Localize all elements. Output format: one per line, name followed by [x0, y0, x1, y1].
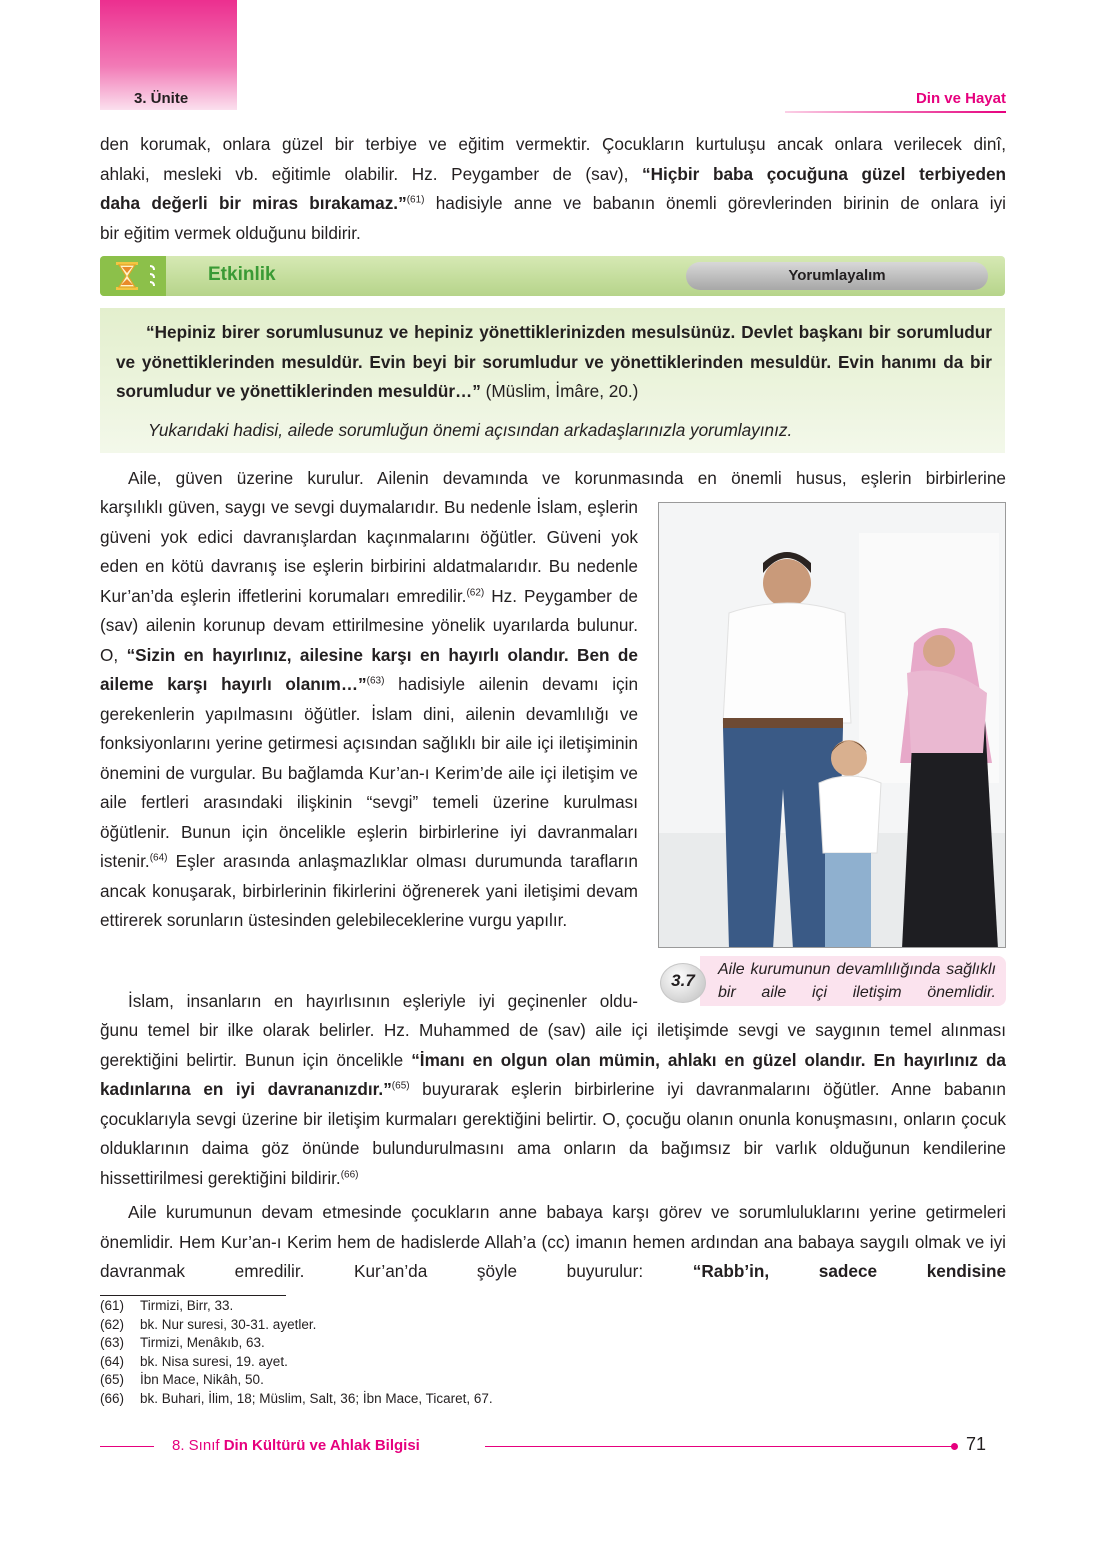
p2-text-4: Eşler arasında anlaşmazlıklar olması durumunda tarafların ancak konuşarak, birbirlerinin fikirlerini öğrenerek yani iletişimi devam ettirerek sorunların üstesinden gelebileceklerine vurgu yapılır. — [100, 851, 638, 930]
family-illustration — [659, 503, 1006, 948]
footnote-rule — [100, 1295, 286, 1296]
footnote-63 — [100, 1334, 265, 1353]
footnote-61 — [100, 1297, 233, 1316]
footnote-ref-61: (61) — [406, 194, 425, 206]
header-rule — [785, 111, 1006, 113]
p2-text-3: hadisiyle ailenin devamı için gerekenlerin yapılmasını öğütler. İslam dini, ailenin devamlılığı ve fonksiyonlarını yerine getirmesi açısından sağlıklı bir aile içi iletişiminin önemini de vurgular. Bu bağlamda Kur’an-ı Kerim’de aile içi iletişim ve aile fertleri arasındaki ilişkinin “sevgi” temeli üzerine kurulması öğütlenir. Bunun için öncelikle eşlerin birbirlerine iyi davranmaları istenir. — [100, 674, 638, 871]
footnote-65 — [100, 1371, 264, 1390]
intro-text-3: hadisiyle anne ve babanın önemli görevlerinden birinin de onlara iyi — [424, 193, 1006, 213]
hadith-quote-1b: daha değerli bir miras bırakamaz.” — [100, 193, 407, 213]
footnote-ref-66: (66) — [340, 1168, 359, 1180]
p2-text-2: Hz. Peygamber de (sav) ailenin korunup devam ettirilmesine yönelik uyarılarda bulunur. O, — [100, 585, 638, 665]
figure-caption: Aile kurumunun devamlılığında sağlıklı bir aile içi iletişim önemlidir. — [718, 961, 996, 1001]
p2-text-1: karşılıklı güven, saygı ve sevgi duymalarıdır. Bu nedenle İslam, eşlerin güveni yok edici davranışlardan kaçınmalarını öğütler. Güveni yok eden en kötü davranış ise eşlerin birbirini aldatmalarıdır. Bu nedenle Kur’an’da eşlerin iffetlerini korumaları emredilir. — [100, 497, 638, 606]
p4-text-1: Aile kurumunun devam etmesinde çocukların anne babaya karşı görev ve sorumluluklarını yerine getirmeleri önemlidir. Hem Kur’an-ı Kerim hem de hadislerde Allah’a (cc) imanın hemen ardından ana babaya saygılı olmak ve iyi davranmak emredilir. Kur’an’da şöyle buyurulur: — [100, 1202, 1006, 1281]
page-number: 71 — [966, 1434, 987, 1454]
paragraph-3-body — [100, 1016, 1006, 1193]
activity-instruction: Yukarıdaki hadisi, ailede sorumluğun önemi açısından arkadaşlarınızla yorumlayınız. — [148, 420, 793, 440]
footer-grade: 8. Sınıf — [172, 1437, 224, 1454]
footnote-text: İbn Mace, Nikâh, 50. — [140, 1372, 264, 1387]
paragraph-4 — [100, 1198, 1006, 1287]
footnote-ref-63: (63) — [366, 675, 385, 687]
footer-rule-left — [100, 1446, 154, 1447]
hadith-quote-2: “Sizin en hayırlınız, ailesine karşı en hayırlı olandır. Ben de aileme karşı hayırlı olanım…” — [100, 644, 638, 694]
footnote-62 — [100, 1316, 316, 1335]
footnote-ref-62: (62) — [466, 586, 485, 598]
footnote-number: (65) — [100, 1372, 125, 1387]
footer-book-title — [172, 1437, 420, 1454]
footer-dot — [951, 1443, 958, 1450]
activity-tag: Yorumlayalım — [686, 262, 988, 290]
hadith-quote-3: “İmanı en olgun olan mümin, ahlakı en güzel olandır. En hayırlınız da kadınlarına en iyi davrananızdır.” — [100, 1049, 1006, 1099]
footnote-text: bk. Nur suresi, 30-31. ayetler. — [140, 1316, 317, 1332]
footnote-ref-64: (64) — [149, 852, 168, 864]
footnote-number: (66) — [100, 1390, 125, 1406]
paragraph-2-body — [100, 493, 638, 936]
footnote-64 — [100, 1353, 288, 1372]
activity-quote-source: (Müslim, İmâre, 20.) — [480, 381, 639, 401]
activity-icon-box — [100, 256, 166, 296]
intro-line-3 — [100, 189, 1006, 219]
p3-text-1: ğunu temel bir ilke olarak belirler. Hz. Muhammed de (sav) aile içi iletişimde sevgi ve saygının temel alınması gerektiğini belirtir. Bunun için öncelikle — [100, 1020, 1006, 1070]
intro-text-2: ahlaki, mesleki vb. eğitimle olabilir. Hz. Peygamber de (sav), — [100, 163, 629, 184]
activity-quote-text: “Hepiniz birer sorumlusunuz ve hepiniz yönettiklerinizden mesulsünüz. Devlet başkanı bir sorumludur ve yönettiklerinden mesuldür. Evin beyi bir sorumludur ve yönettiklerinden mesuldür. Evin hanımı da bir sorumludur ve yönettiklerinden mesuldür…” — [116, 322, 992, 401]
intro-line-2 — [100, 160, 1006, 190]
footnote-text: Tirmizi, Birr, 33. — [140, 1298, 234, 1313]
activity-quote — [116, 318, 992, 407]
family-photo — [658, 502, 1006, 948]
hadith-quote-1a: “Hiçbir baba çocuğuna güzel terbiyeden — [642, 163, 1006, 184]
footnote-text: bk. Nisa suresi, 19. ayet. — [140, 1353, 288, 1369]
figure-number: 3.7 — [671, 971, 695, 990]
footnote-ref-65: (65) — [391, 1080, 410, 1092]
section-title: Din ve Hayat — [915, 90, 1006, 107]
footnote-number: (64) — [100, 1353, 125, 1369]
footnote-number: (61) — [100, 1298, 125, 1313]
paragraph-2-first-line: Aile, güven üzerine kurulur. Ailenin devamında ve korunmasında en önemli husus, eşlerin birbirlerine — [128, 468, 1006, 488]
intro-line-1: den korumak, onlara güzel bir terbiye ve eğitim vermektir. Çocukların kurtuluşu ancak onlara verilecek dinî, — [100, 134, 1006, 154]
footnote-66 — [100, 1390, 493, 1409]
hourglass-icon — [100, 256, 166, 296]
unit-label: 3. Ünite — [134, 90, 189, 107]
paragraph-3-first-line: İslam, insanların en hayırlısının eşleriyle iyi geçinenler oldu- — [128, 991, 638, 1011]
p3-text-2: buyurarak eşlerin birbirlerine iyi davranmalarını öğütler. Anne babanın çocuklarıyla sevgi üzerine bir iletişim kurmaları gerektiğini belirtir. O, çocuğu olanın onunla konuşmasını, onların çocuk olduklarının daima göz önünde bulundurulmasını ama onların da bağımsız bir varlık olduğunun kendilerine hissettirilmesi gerektiğini bildirir. — [100, 1079, 1006, 1188]
footer-rule-right — [485, 1446, 955, 1447]
footnote-text: bk. Buhari, İlim, 18; Müslim, Salt, 36; İbn Mace, Ticaret, 67. — [140, 1390, 493, 1406]
activity-title: Etkinlik — [208, 264, 276, 285]
footnote-number: (62) — [100, 1316, 125, 1332]
footnote-text: Tirmizi, Menâkıb, 63. — [140, 1335, 265, 1350]
ayah-quote: “Rabb’in, sadece kendisine — [692, 1261, 1007, 1281]
paragraph-intro — [100, 130, 1006, 248]
intro-line-4: bir eğitim vermek olduğunu bildirir. — [100, 222, 361, 243]
footnote-number: (63) — [100, 1335, 125, 1350]
footer-book: Din Kültürü ve Ahlak Bilgisi — [223, 1437, 420, 1454]
